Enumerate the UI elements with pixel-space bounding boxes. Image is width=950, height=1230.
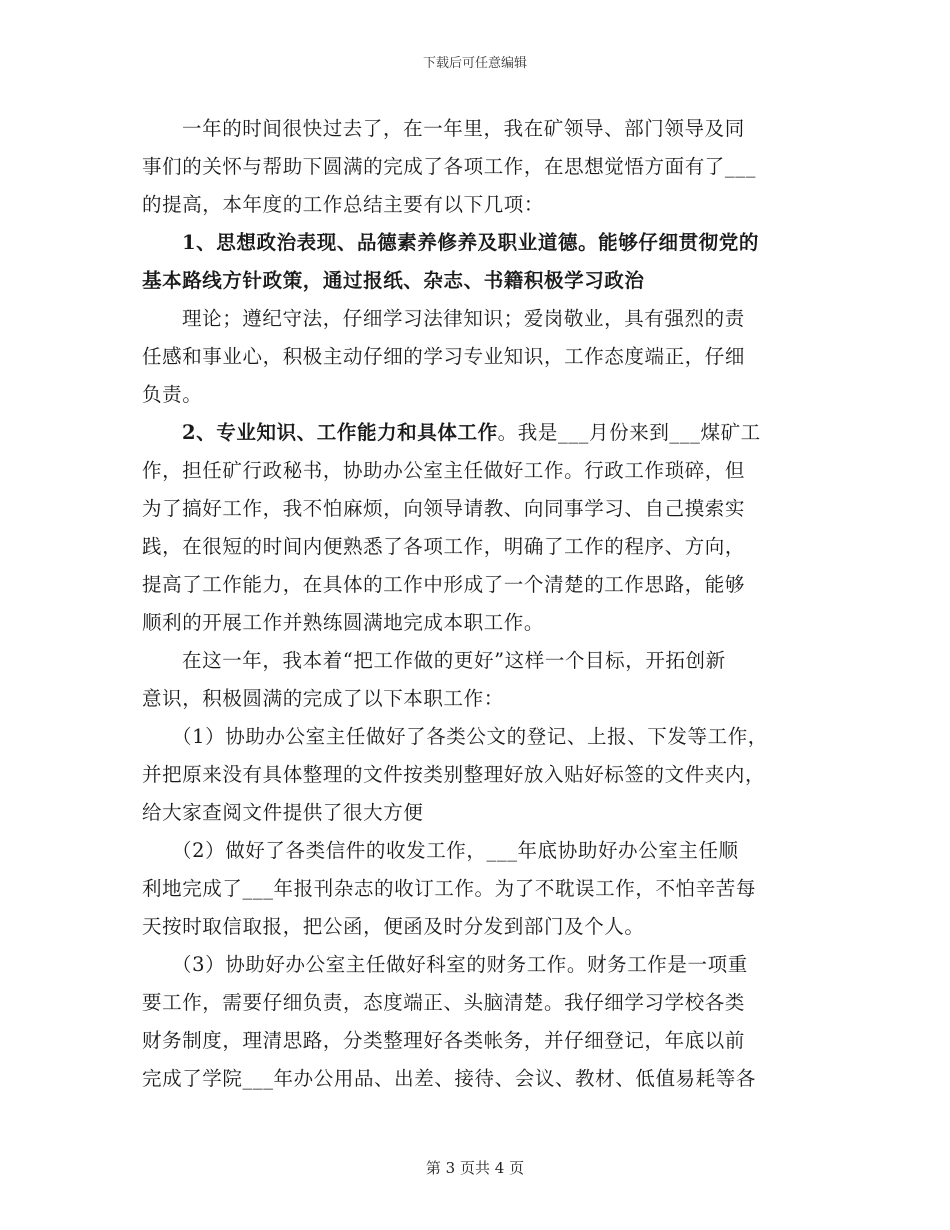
line-text: 给大家查阅文件提供了很大方便	[142, 801, 424, 824]
line-text: 负责。	[142, 383, 203, 406]
line-text: 践，在很短的时间内便熟悉了各项工作，明确了工作的程序、方向，	[142, 535, 746, 558]
line-text: 提高了工作能力，在具体的工作中形成了一个清楚的工作思路，能够	[142, 573, 746, 596]
line-text: 并把原来没有具体整理的文件按类别整理好放入贴好标签的文件夹内，	[142, 763, 766, 786]
page-number: 第 3 页共 4 页	[425, 1159, 525, 1177]
text-line	[142, 794, 810, 832]
text-line	[142, 908, 810, 946]
text-line	[142, 528, 810, 566]
text-line	[142, 1060, 810, 1098]
text-line	[142, 604, 810, 642]
text-line	[142, 338, 810, 376]
text-line	[142, 186, 810, 224]
line-text: 天按时取信取报，把公函，便函及时分发到部门及个人。	[142, 915, 645, 938]
text-line	[142, 566, 810, 604]
line-text: 作，担任矿行政秘书，协助办公室主任做好工作。行政工作琐碎，但	[142, 459, 746, 482]
line-text: 的提高，本年度的工作总结主要有以下几项：	[142, 193, 545, 216]
text-line	[142, 376, 810, 414]
text-line	[142, 680, 810, 718]
line-text: 一年的时间很快过去了，在一年里，我在矿领导、部门领导及同	[182, 117, 745, 140]
line-text: （1）协助办公室主任做好了各类公文的登记、上报、下发等工作，	[172, 725, 768, 748]
line-text: 1、思想政治表现、品德素养修养及职业道德。能够仔细贯彻党的	[182, 231, 759, 254]
line-text: 基本路线方针政策，通过报纸、杂志、书籍积极学习政治	[142, 269, 645, 292]
line-text: 利地完成了___年报刊杂志的收订工作。为了不耽误工作，不怕辛苦每	[142, 877, 756, 900]
text-line	[142, 300, 810, 338]
line-text: 在这一年，我本着“把工作做的更好”这样一个目标，开拓创新	[182, 649, 726, 672]
line-text: 要工作，需要仔细负责，态度端正、头脑清楚。我仔细学习学校各类	[142, 991, 746, 1014]
line-text: 理论；遵纪守法，仔细学习法律知识；爱岗敬业，具有强烈的责	[182, 307, 745, 330]
line-text: 财务制度，理清思路，分类整理好各类帐务，并仔细登记，年底以前	[142, 1029, 746, 1052]
line-text: （3）协助好办公室主任做好科室的财务工作。财务工作是一项重	[172, 953, 748, 976]
text-line	[142, 756, 810, 794]
text-line	[142, 642, 810, 680]
text-line	[142, 148, 810, 186]
text-line	[142, 414, 810, 452]
text-line	[142, 110, 810, 148]
text-line	[142, 870, 810, 908]
line-text: 任感和事业心，积极主动仔细的学习专业知识，工作态度端正，仔细	[142, 345, 746, 368]
line-text: 为了搞好工作，我不怕麻烦，向领导请教、向同事学习、自己摸索实	[142, 497, 746, 520]
text-line	[142, 1022, 810, 1060]
text-line	[142, 984, 810, 1022]
text-line	[142, 946, 810, 984]
bold-heading: 2、专业知识、工作能力和具体工作	[182, 421, 498, 444]
line-text: 意识，积极圆满的完成了以下本职工作：	[142, 687, 504, 710]
page-header: 下载后可任意编辑	[422, 56, 527, 71]
line-text: 。我是___月份来到___煤矿工	[497, 421, 761, 444]
document-body	[142, 110, 810, 1098]
text-line	[142, 832, 810, 870]
line-text: （2）做好了各类信件的收发工作，___年底协助好办公室主任顺	[172, 839, 739, 862]
text-line	[142, 490, 810, 528]
line-text: 顺利的开展工作并熟练圆满地完成本职工作。	[142, 611, 545, 634]
text-line	[142, 718, 810, 756]
text-line	[142, 262, 810, 300]
line-text: 事们的关怀与帮助下圆满的完成了各项工作，在思想觉悟方面有了___	[142, 155, 756, 178]
text-line	[142, 224, 810, 262]
line-text: 完成了学院___年办公用品、出差、接待、会议、教材、低值易耗等各	[142, 1067, 756, 1090]
text-line	[142, 452, 810, 490]
